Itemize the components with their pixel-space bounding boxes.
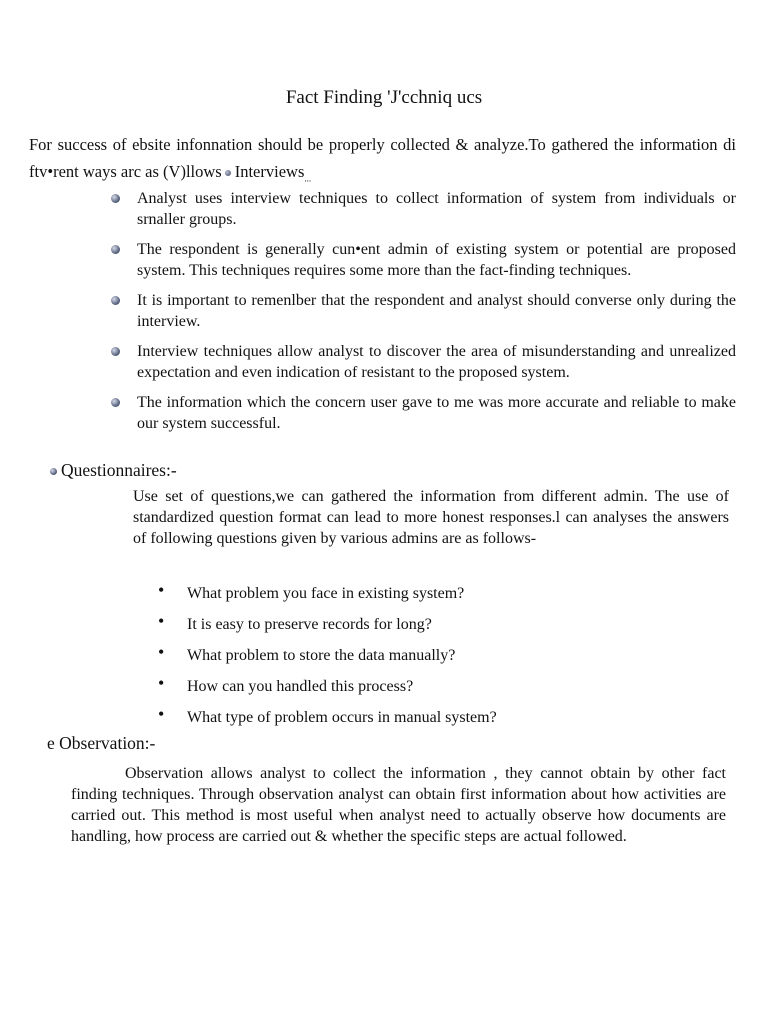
bullet-icon	[50, 468, 57, 475]
bullet-icon: •	[158, 673, 165, 693]
list-item-text: It is easy to preserve records for long?	[187, 616, 432, 633]
observation-paragraph-text: Observation allows analyst to collect the information , they cannot obtain by other fact finding techniques. Through observation analyst can obtain first information about how activities are carried out. This method is most useful when analyst need to actually observe how documents are handling, how process are carried out & whether the specific steps are actual followed.	[71, 765, 726, 845]
intro-interviews-label: Interviews	[234, 162, 305, 181]
list-item	[110, 392, 736, 434]
bullet-icon: •	[158, 611, 165, 631]
questionnaires-heading	[50, 460, 177, 481]
bullet-icon: •	[158, 704, 165, 724]
intro-tail-mark: ...	[304, 173, 312, 184]
list-item-text: Analyst uses interview techniques to collect information of system from individuals or srnaller groups.	[137, 190, 736, 228]
page-title: Fact Finding 'J'cchniq ucs	[285, 87, 483, 108]
list-item	[158, 580, 497, 614]
list-item-text: The information which the concern user gave to me was more accurate and reliable to make our system successful.	[137, 394, 736, 432]
intro-text: For success of ebsite infonnation should be properly collected & analyze.To gathered the information di ftv•rent ways arc as (V)llows	[29, 135, 736, 181]
bullet-icon	[225, 170, 231, 176]
interview-points-list	[110, 188, 736, 443]
list-item	[158, 673, 497, 707]
bullet-icon	[111, 296, 120, 305]
bullet-icon	[111, 194, 120, 203]
questions-list	[158, 580, 497, 738]
list-item-text: What problem to store the data manually?	[187, 647, 456, 664]
list-item	[110, 341, 736, 383]
observation-heading: e Observation:-	[47, 733, 156, 753]
bullet-icon	[111, 245, 120, 254]
list-item-text: How can you handled this process?	[187, 678, 414, 695]
questionnaires-paragraph: Use set of questions,we can gathered the information from different admin. The use of standardized question format can lead to more honest responses.l can analyses the answers of following questions given by various admins are as follows-	[133, 488, 729, 547]
list-item	[110, 188, 736, 230]
list-item-text: What type of problem occurs in manual system?	[187, 709, 497, 726]
list-item-text: The respondent is generally cun•ent admin of existing system or potential are proposed system. This techniques requires some more than the fact-finding techniques.	[137, 241, 736, 279]
bullet-icon	[111, 398, 120, 407]
list-item-text: It is important to remenlber that the respondent and analyst should converse only during the interview.	[137, 292, 736, 330]
bullet-icon	[111, 347, 120, 356]
questionnaires-heading-text: Questionnaires:-	[61, 460, 177, 480]
list-item	[158, 642, 497, 676]
list-item	[110, 239, 736, 281]
list-item-text: What problem you face in existing system?	[187, 585, 465, 602]
list-item	[110, 290, 736, 332]
bullet-icon: •	[158, 580, 165, 600]
observation-paragraph	[71, 763, 726, 847]
list-item-text: Interview techniques allow analyst to discover the area of misunderstanding and unrealized expectation and even indication of resistant to the proposed system.	[137, 343, 736, 381]
intro-paragraph	[29, 131, 736, 192]
list-item	[158, 611, 497, 645]
bullet-icon: •	[158, 642, 165, 662]
list-item	[158, 704, 497, 738]
